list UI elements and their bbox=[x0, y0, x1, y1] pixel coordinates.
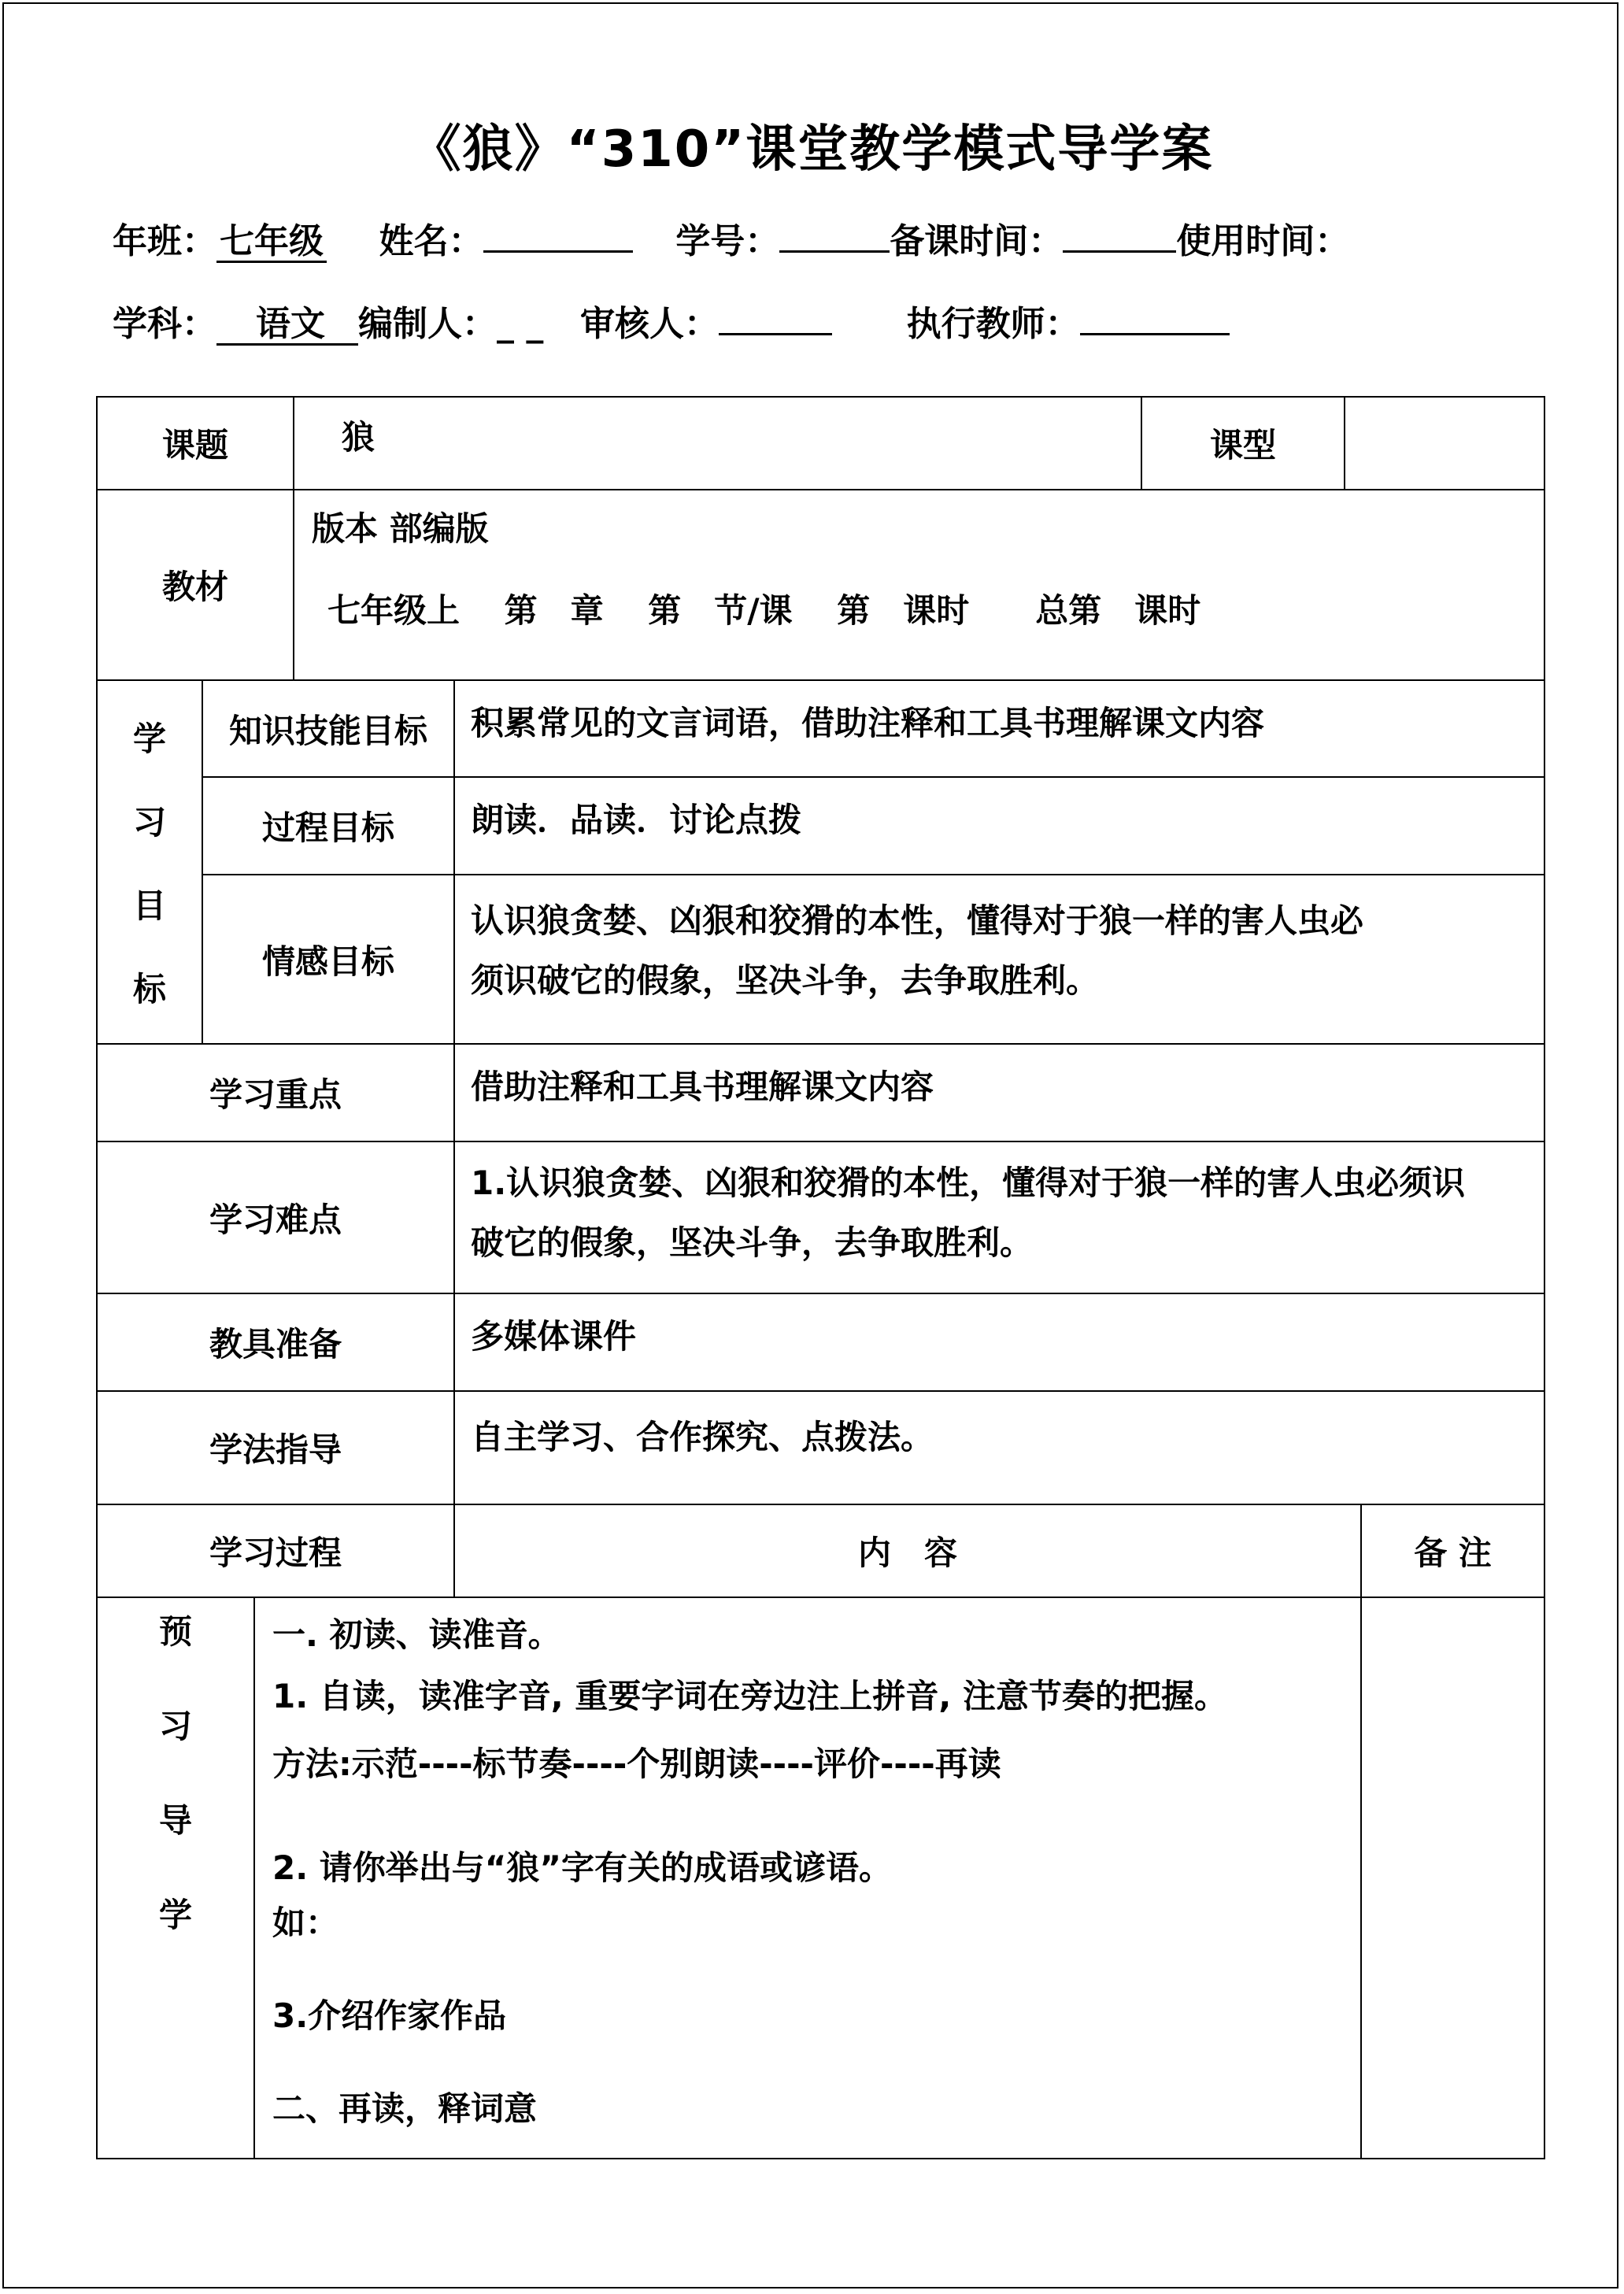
topic-label: 课题 bbox=[96, 396, 293, 489]
preview-char-4: 学 bbox=[158, 1896, 192, 1934]
goals-char-1: 学 bbox=[132, 720, 166, 758]
content-header: 内 容 bbox=[453, 1504, 1360, 1597]
reviewer-blank[interactable] bbox=[719, 302, 832, 335]
process-goal-label: 过程目标 bbox=[202, 776, 453, 874]
key-point-label: 学习重点 bbox=[96, 1043, 453, 1141]
page-title: 《狼》“310”课堂教学模式导学案 bbox=[410, 120, 1214, 179]
tools-label: 教具准备 bbox=[96, 1293, 453, 1390]
material-cell bbox=[293, 489, 1545, 679]
goals-char-2: 习 bbox=[132, 803, 166, 842]
editor-value: _ _ bbox=[497, 304, 544, 344]
notes-header: 备 注 bbox=[1360, 1504, 1545, 1597]
preview-char-1: 预 bbox=[158, 1612, 192, 1651]
goals-char-4: 标 bbox=[132, 970, 166, 1008]
editor-label: 编制人： bbox=[358, 304, 497, 344]
preview-content bbox=[253, 1597, 1360, 2159]
knowledge-goal-label: 知识技能目标 bbox=[202, 679, 453, 776]
subject-value: 语文 bbox=[216, 305, 358, 346]
preview-char-3: 导 bbox=[158, 1801, 192, 1840]
subject-label: 学科： bbox=[113, 304, 216, 344]
preview-step-1-1: 1. 自读，读准字音, 重要字词在旁边注上拼音, 注意节奏的把握。 bbox=[272, 1677, 1227, 1715]
method-value: 自主学习、合作探究、点拨法。 bbox=[453, 1390, 1545, 1504]
difficulty-label: 学习难点 bbox=[96, 1141, 453, 1293]
preview-method: 方法:示范----标节奏----个别朗读----评价----再读 bbox=[272, 1745, 1001, 1783]
preview-step-4: 二、再读，释词意 bbox=[272, 2089, 538, 2128]
goals-vertical-label bbox=[96, 679, 202, 1043]
name-label: 姓名： bbox=[379, 221, 483, 261]
teacher-label: 执行教师： bbox=[906, 304, 1080, 344]
key-point-value: 借助注释和工具书理解课文内容 bbox=[453, 1043, 1545, 1141]
emotion-goal-line-2: 须识破它的假象，坚决斗争，去争取胜利。 bbox=[471, 960, 1100, 1000]
process-goal-value: 朗读．品读．讨论点拨 bbox=[453, 776, 1545, 874]
preview-vertical-label bbox=[96, 1597, 253, 2159]
emotion-goal-value bbox=[453, 874, 1545, 1043]
material-label: 教材 bbox=[96, 489, 293, 679]
use-time-label: 使用时间： bbox=[1176, 221, 1350, 261]
name-blank[interactable] bbox=[483, 219, 633, 253]
preview-notes-cell[interactable] bbox=[1360, 1597, 1545, 2159]
grade-label: 年班： bbox=[113, 221, 216, 261]
preview-step-2: 2. 请你举出与“狼”字有关的成语或谚语。 bbox=[272, 1848, 893, 1887]
process-header: 学习过程 bbox=[96, 1504, 453, 1597]
emotion-goal-line-1: 认识狼贪婪、凶狠和狡猾的本性，懂得对于狼一样的害人虫必 bbox=[471, 901, 1364, 940]
prep-time-label: 备课时间： bbox=[890, 221, 1064, 261]
difficulty-value bbox=[453, 1141, 1545, 1293]
preview-example: 如： bbox=[272, 1904, 339, 1942]
tools-value: 多媒体课件 bbox=[453, 1293, 1545, 1390]
grade-value: 七年级 bbox=[216, 223, 327, 263]
preview-step-1: 一. 初读、读准音。 bbox=[272, 1615, 561, 1654]
preview-char-2: 习 bbox=[158, 1707, 192, 1745]
method-label: 学法指导 bbox=[96, 1390, 453, 1504]
material-edition: 版本 部编版 bbox=[312, 509, 489, 548]
goals-char-3: 目 bbox=[132, 886, 166, 925]
preview-step-3: 3.介绍作家作品 bbox=[272, 1996, 507, 2035]
student-id-label: 学号： bbox=[675, 221, 780, 261]
type-label: 课型 bbox=[1141, 396, 1344, 489]
difficulty-line-2: 破它的假象，坚决斗争，去争取胜利。 bbox=[471, 1223, 1034, 1262]
knowledge-goal-value: 积累常见的文言词语，借助注释和工具书理解课文内容 bbox=[453, 679, 1545, 776]
difficulty-line-1: 1.认识狼贪婪、凶狠和狡猾的本性，懂得对于狼一样的害人虫必须识 bbox=[471, 1164, 1466, 1202]
topic-value: 狼 bbox=[293, 396, 1141, 489]
student-id-blank[interactable] bbox=[779, 219, 890, 253]
reviewer-label: 审核人： bbox=[579, 304, 719, 344]
prep-time-blank[interactable] bbox=[1063, 219, 1176, 253]
type-value-cell[interactable] bbox=[1344, 396, 1545, 489]
material-chapter-info: 七年级上 第 章 第 节/课 第 课时 总第 课时 bbox=[327, 591, 1201, 630]
header-line-2 bbox=[113, 295, 1230, 346]
header-line-1 bbox=[113, 213, 1349, 263]
emotion-goal-label: 情感目标 bbox=[202, 874, 453, 1043]
teacher-blank[interactable] bbox=[1080, 302, 1230, 335]
